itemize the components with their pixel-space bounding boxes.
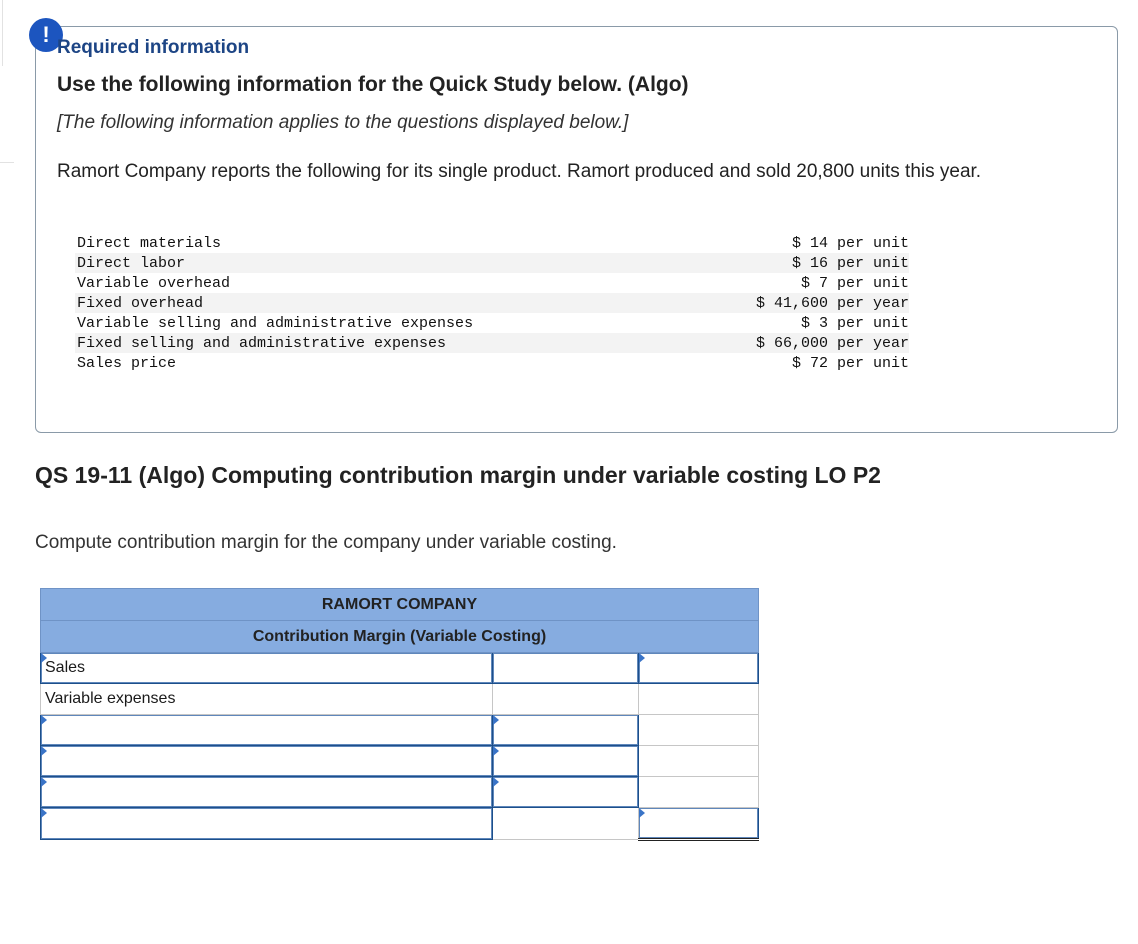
cost-value: $ 41,600 per year — [755, 294, 909, 312]
total-cell — [639, 684, 759, 715]
dropdown-marker-icon — [639, 808, 645, 818]
cost-row — [75, 233, 909, 253]
cost-label: Direct materials — [77, 234, 222, 252]
required-information-title: Required information — [57, 37, 250, 58]
cost-label: Fixed selling and administrative expenses — [77, 334, 447, 352]
worksheet-row-variable-expenses — [41, 684, 759, 715]
cost-row — [75, 293, 909, 313]
cost-label: Sales price — [77, 354, 177, 372]
dropdown-marker-icon — [41, 746, 47, 756]
expense-label-input[interactable] — [41, 746, 493, 777]
total-cell — [639, 777, 759, 808]
total-input-cell[interactable] — [639, 653, 759, 684]
cost-row — [75, 353, 909, 373]
amount-input-cell[interactable] — [493, 777, 639, 808]
dropdown-marker-icon — [41, 653, 47, 663]
left-edge-divider — [0, 162, 14, 163]
sales-label-cell[interactable] — [41, 653, 493, 684]
cost-value: $ 14 per unit — [791, 234, 909, 252]
worksheet-row-sales — [41, 653, 759, 684]
dropdown-marker-icon — [639, 653, 645, 663]
dropdown-marker-icon — [41, 715, 47, 725]
total-cell — [639, 715, 759, 746]
cost-label: Variable overhead — [77, 274, 231, 292]
info-note: [The following information applies to the questions displayed below.] — [57, 112, 629, 133]
worksheet-input-row — [41, 808, 759, 840]
dropdown-marker-icon — [493, 777, 499, 787]
dropdown-marker-icon — [41, 777, 47, 787]
cost-row — [75, 273, 909, 293]
cost-label: Direct labor — [77, 254, 186, 272]
cost-value: $ 66,000 per year — [755, 334, 909, 352]
cost-label: Variable selling and administrative expenses — [77, 314, 474, 332]
amount-input-cell[interactable] — [493, 653, 639, 684]
row-label: Sales — [45, 659, 86, 676]
cost-value: $ 16 per unit — [791, 254, 909, 272]
alert-badge-glyph: ! — [42, 22, 50, 47]
dropdown-marker-icon — [493, 746, 499, 756]
worksheet-input-row — [41, 777, 759, 808]
amount-input-cell[interactable] — [493, 715, 639, 746]
cost-label: Fixed overhead — [77, 294, 204, 312]
left-edge-tab — [0, 0, 3, 66]
info-intro: Ramort Company reports the following for its single product. Ramort produced and sold 20,800 units this year. — [57, 161, 982, 182]
contribution-margin-worksheet — [40, 588, 759, 841]
worksheet-input-row — [41, 715, 759, 746]
dropdown-marker-icon — [493, 715, 499, 725]
expense-label-input[interactable] — [41, 777, 493, 808]
result-label-input[interactable] — [41, 808, 493, 840]
cost-value: $ 3 per unit — [800, 314, 909, 332]
question-title: QS 19-11 (Algo) Computing contribution margin under variable costing LO P2 — [35, 462, 881, 488]
amount-cell — [493, 684, 639, 715]
cost-value: $ 7 per unit — [800, 274, 909, 292]
cost-row — [75, 333, 909, 353]
cost-data-table — [75, 233, 909, 373]
amount-input-cell[interactable] — [493, 746, 639, 777]
variable-expenses-label: Variable expenses — [41, 684, 493, 715]
worksheet-company-name: RAMORT COMPANY — [41, 589, 759, 621]
worksheet-header-row — [41, 589, 759, 621]
worksheet-statement-title: Contribution Margin (Variable Costing) — [41, 621, 759, 653]
expense-label-input[interactable] — [41, 715, 493, 746]
cost-value: $ 72 per unit — [791, 354, 909, 372]
amount-cell — [493, 808, 639, 840]
cost-row — [75, 253, 909, 273]
cost-row — [75, 313, 909, 333]
total-cell — [639, 746, 759, 777]
question-instruction: Compute contribution margin for the company under variable costing. — [35, 532, 617, 553]
info-heading: Use the following information for the Quick Study below. (Algo) — [57, 73, 689, 96]
total-input-cell[interactable] — [639, 808, 759, 840]
worksheet-header-row — [41, 621, 759, 653]
dropdown-marker-icon — [41, 808, 47, 818]
worksheet-input-row — [41, 746, 759, 777]
